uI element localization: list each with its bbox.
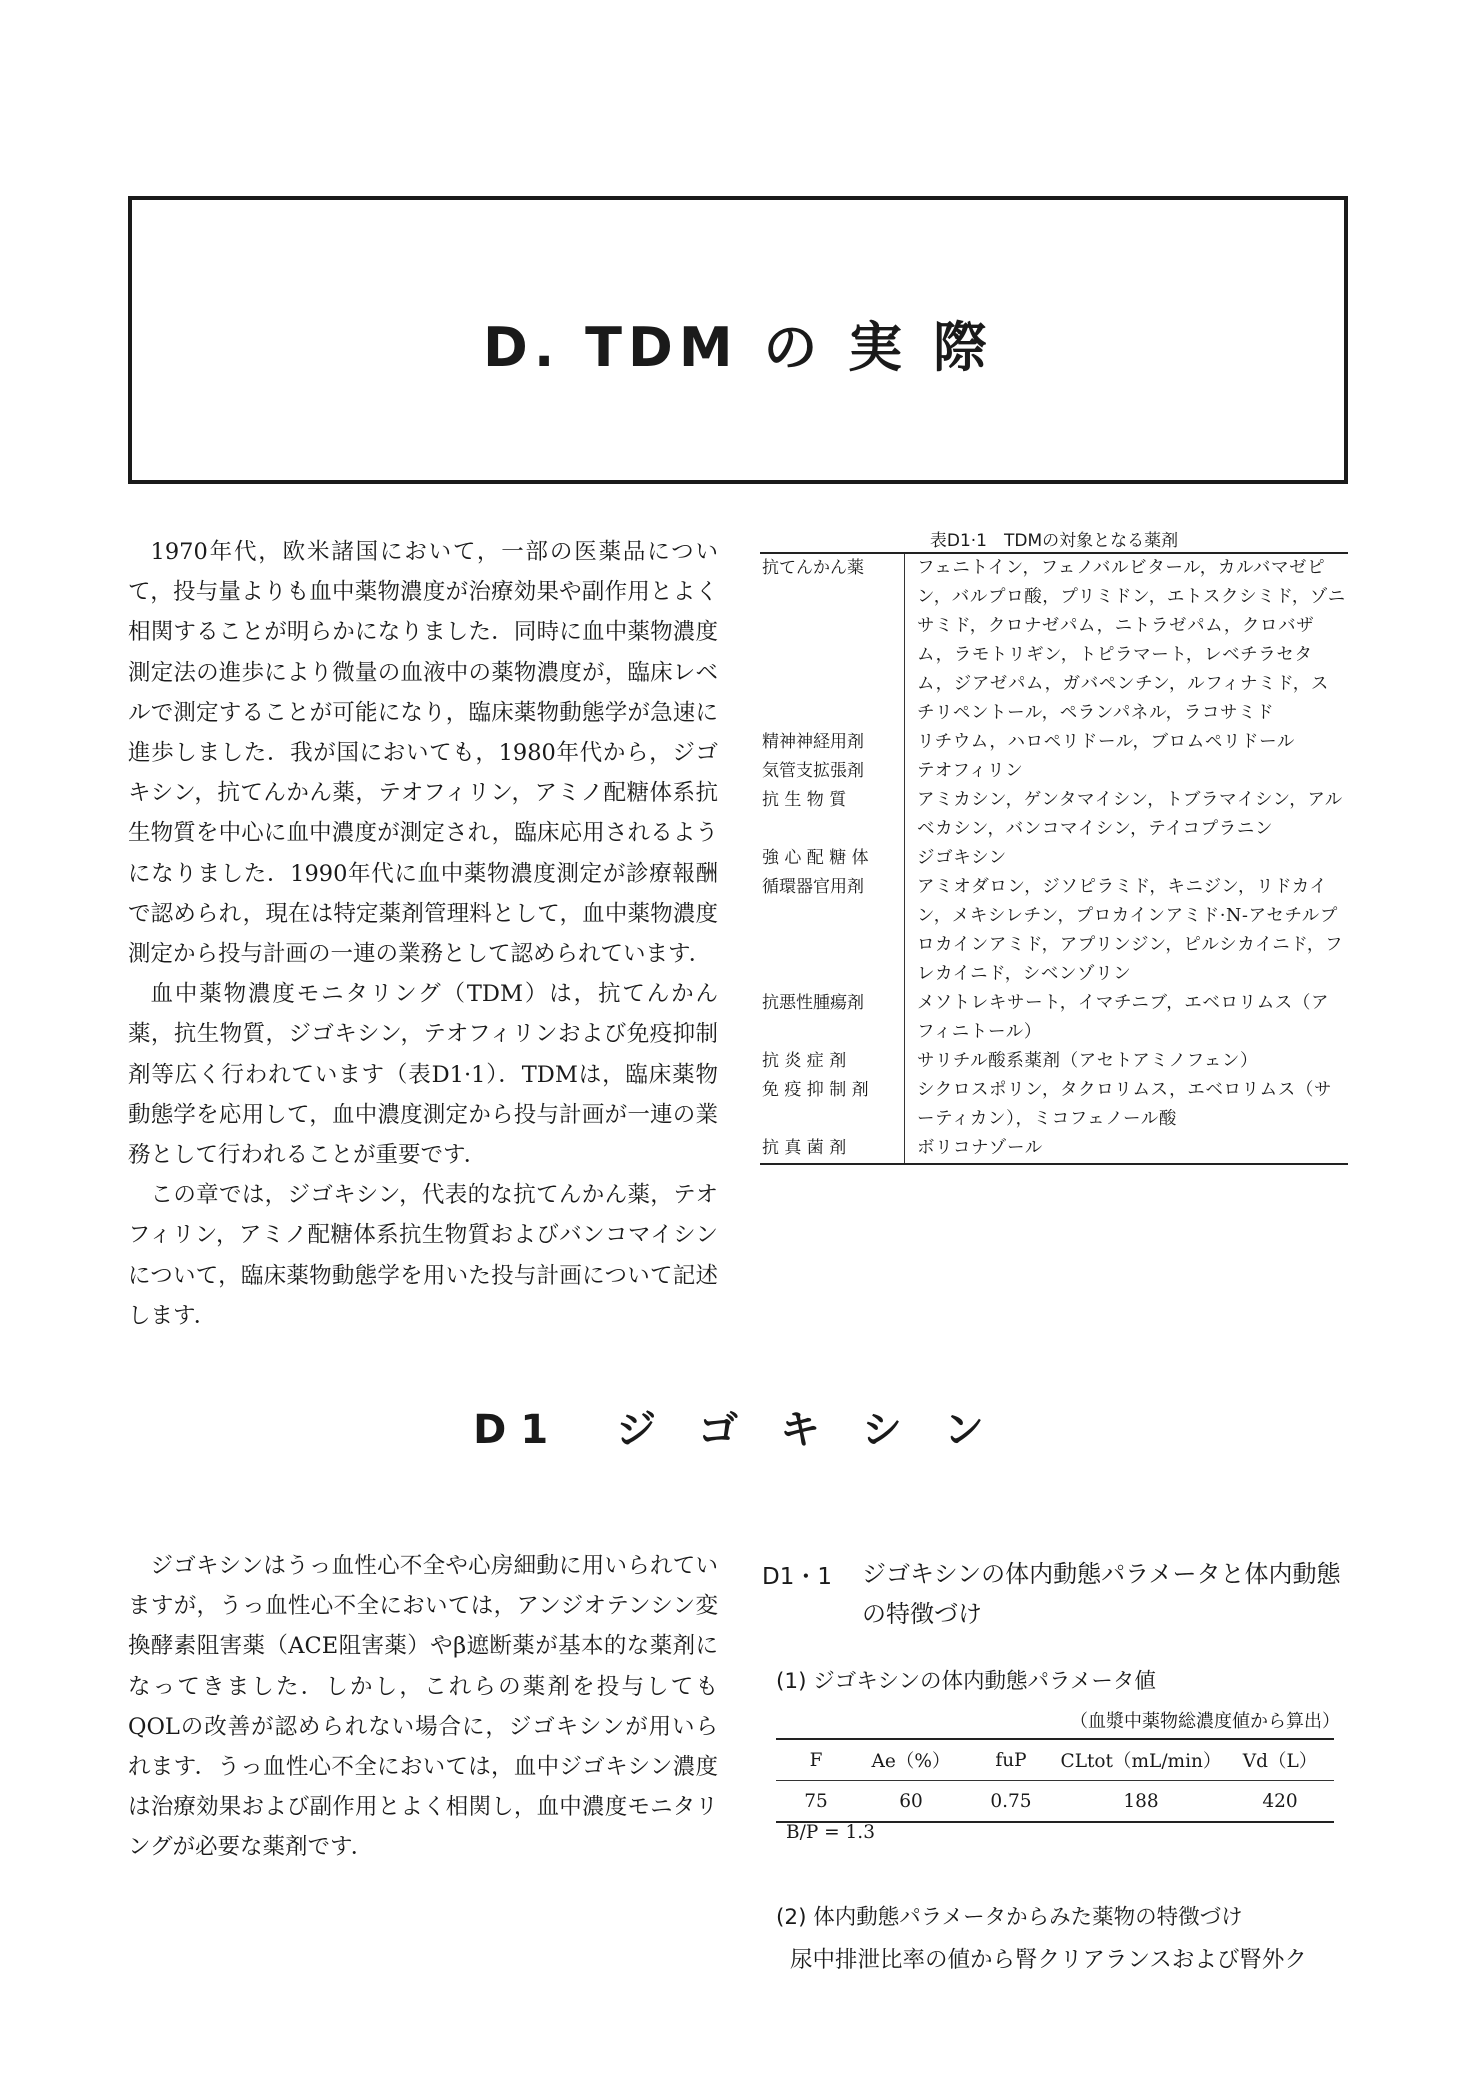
drug-category: 抗 真 菌 剤 <box>760 1134 905 1163</box>
params-value-cell: 60 <box>899 1790 923 1812</box>
drug-list: リチウム，ハロペリドール，ブロムペリドール <box>917 732 1295 752</box>
params-note: （血漿中薬物総濃度値から算出） <box>1070 1711 1340 1732</box>
params-header-cell: F <box>809 1749 823 1771</box>
drug-list: ボリコナゾール <box>917 1138 1043 1158</box>
params-header-cell: Ae（%） <box>871 1751 951 1772</box>
chapter-title-box <box>128 196 1348 484</box>
drug-list: アミオダロン，ジソピラミド，キニジン，リドカイン，メキシレチン，プロカインアミド·N-アセチルプロカインアミド，アプリンジン，ピルシカイニド，フレカイニド，シベンゾリン <box>917 877 1344 984</box>
params-header-row <box>776 1739 1334 1781</box>
table-row <box>760 989 1348 1047</box>
table-row <box>760 873 1348 989</box>
characterization-heading: (2) 体内動態パラメータからみた薬物の特徴づけ <box>776 1905 1243 1930</box>
params-table <box>776 1738 1334 1823</box>
params-value-cell: 75 <box>804 1790 828 1812</box>
table-row <box>760 554 1348 728</box>
params-value-row <box>776 1781 1334 1823</box>
section-heading: D1 ジ ゴ キ シ ン <box>473 1407 998 1453</box>
subsection-number: D1・1 <box>762 1564 832 1590</box>
intro-paragraph: 血中薬物濃度モニタリング（TDM）は，抗てんかん薬，抗生物質，ジゴキシン，テオフィリンおよび免疫抑制剤等広く行われています（表D1·1）．TDMは，臨床薬物動態学を応用して，血中濃度測定から投与計画が一連の業務として行われることが重要です． <box>128 981 718 1169</box>
digoxin-intro-paragraph: ジゴキシンはうっ血性心不全や心房細動に用いられていますが，うっ血性心不全においては，アンジオテンシン変換酵素阻害薬（ACE阻害薬）やβ遮断薬が基本的な薬剤になってきました．しかし，これらの薬剤を投与してもQOLの改善が認められない場合に，ジゴキシンが用いられます．うっ血性心不全においては，血中ジゴキシン濃度は治療効果および副作用とよく相関し，血中濃度モニタリングが必要な薬剤です． <box>128 1553 718 1861</box>
intro-paragraph: 1970年代，欧米諸国において，一部の医薬品について，投与量よりも血中薬物濃度が治療効果や副作用とよく相関することが明らかになりました．同時に血中薬物濃度測定法の進歩により微量の血液中の薬物濃度が，臨床レベルで測定することが可能になり，臨床薬物動態学が急速に進歩しました．我が国においても，1980年代から，ジゴキシン，抗てんかん薬，テオフィリン，アミノ配糖体系抗生物質を中心に血中濃度が測定され，臨床応用されるようになりました．1990年代に血中薬物濃度測定が診療報酬で認められ，現在は特定薬剤管理料として，血中薬物濃度測定から投与計画の一連の業務として認められています． <box>128 539 718 968</box>
chapter-title: D. TDM の 実 際 <box>483 316 993 379</box>
table-row <box>760 786 1348 844</box>
params-value-cell: 420 <box>1262 1790 1298 1812</box>
params-header-cell: CLtot（mL/min） <box>1060 1751 1222 1772</box>
intro-text <box>128 532 718 1336</box>
drug-list: シクロスポリン，タクロリムス，エベロリムス（サーティカン），ミコフェノール酸 <box>917 1080 1333 1129</box>
characterization-text: 尿中排泄比率の値から腎クリアランスおよび腎外ク <box>790 1947 1307 1973</box>
table-row <box>760 844 1348 873</box>
table-row <box>760 1076 1348 1134</box>
params-value-cell: 188 <box>1123 1790 1159 1812</box>
drug-category: 抗てんかん薬 <box>760 554 905 728</box>
digoxin-intro-text <box>128 1546 718 1868</box>
table-row <box>760 728 1348 757</box>
drug-category: 気管支拡張剤 <box>760 757 905 786</box>
drug-category: 免 疫 抑 制 剤 <box>760 1076 905 1134</box>
params-value-cell: 0.75 <box>990 1790 1032 1812</box>
drug-category: 強 心 配 糖 体 <box>760 844 905 873</box>
drug-list: アミカシン，ゲンタマイシン，トブラマイシン，アルベカシン，バンコマイシン，テイコプラニン <box>917 790 1343 839</box>
params-header-cell: fuP <box>995 1749 1027 1771</box>
table-caption: 表D1·1 TDMの対象となる薬剤 <box>929 531 1179 551</box>
params-heading: (1) ジゴキシンの体内動態パラメータ値 <box>776 1669 1156 1694</box>
intro-paragraph: この章では，ジゴキシン，代表的な抗てんかん薬，テオフィリン，アミノ配糖体系抗生物質およびバンコマイシンについて，臨床薬物動態学を用いた投与計画について記述します． <box>128 1182 718 1329</box>
params-header-cell: Vd（L） <box>1242 1751 1318 1772</box>
drug-list: フェニトイン，フェノバルビタール，カルバマゼピン，バルプロ酸，プリミドン，エトスクシミド，ゾニサミド，クロナゼパム，ニトラゼパム，クロバザム，ラモトリギン，トピラマート，レベチラセタム，ジアゼパム，ガバペンチン，ルフィナミド，スチリペントール，ペランパネル，ラコサミド <box>917 558 1346 723</box>
subsection-title: ジゴキシンの体内動態パラメータと体内動態の特徴づけ <box>862 1560 1341 1628</box>
drug-category: 精神神経用剤 <box>760 728 905 757</box>
table-row <box>760 1047 1348 1076</box>
drug-category: 抗悪性腫瘍剤 <box>760 989 905 1047</box>
drug-list: テオフィリン <box>917 761 1024 781</box>
drug-category: 抗 生 物 質 <box>760 786 905 844</box>
bp-ratio-note: B/P = 1.3 <box>786 1822 875 1843</box>
drug-table <box>760 552 1348 1165</box>
table-row <box>760 757 1348 786</box>
drug-category: 抗 炎 症 剤 <box>760 1047 905 1076</box>
drug-list: メソトレキサート，イマチニブ，エベロリムス（アフィニトール） <box>917 993 1330 1042</box>
table-row <box>760 1134 1348 1163</box>
drug-list: サリチル酸系薬剤（アセトアミノフェン） <box>917 1051 1259 1071</box>
drug-category: 循環器官用剤 <box>760 873 905 989</box>
drug-list: ジゴキシン <box>917 848 1007 868</box>
